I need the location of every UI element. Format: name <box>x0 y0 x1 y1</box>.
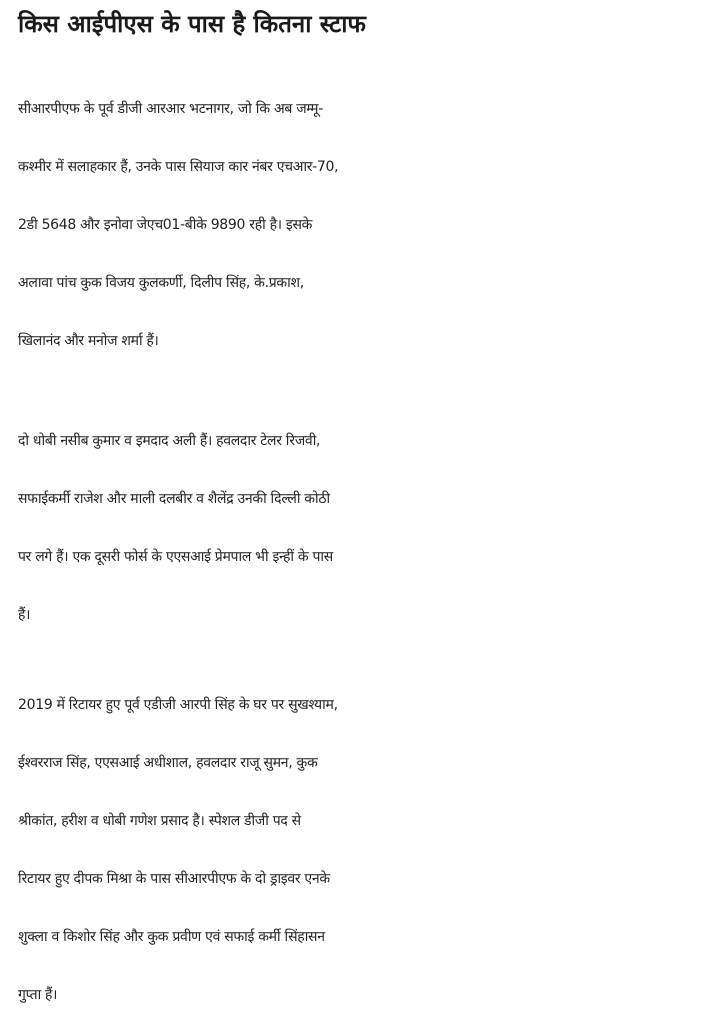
paragraph-line: ईश्वरराज सिंह, एएसआई अधीशाल, हवलदार राजू सुमन, कुक <box>18 755 318 771</box>
paragraph-line: कश्मीर में सलाहकार हैं, उनके पास सियाज कार नंबर एचआर-70, <box>18 159 339 175</box>
paragraph-line: सीआरपीएफ के पूर्व डीजी आरआर भटनागर, जो कि अब जम्मू- <box>18 101 324 117</box>
paragraph-1 <box>18 80 718 370</box>
article-heading: किस आईपीएस के पास है कितना स्टाफ <box>18 10 366 38</box>
paragraph-line: शुक्ला व किशोर सिंह और कुक प्रवीण एवं सफाई कर्मी सिंहासन <box>18 929 325 945</box>
paragraph-line: 2डी 5648 और इनोवा जेएच01-बीके 9890 रही है। इसके <box>18 217 313 233</box>
paragraph-line: 2019 में रिटायर हुए पूर्व एडीजी आरपी सिंह के घर पर सुखश्याम, <box>18 697 338 713</box>
paragraph-2 <box>18 412 718 644</box>
paragraph-line: अलावा पांच कुक विजय कुलकर्णी, दिलीप सिंह, के.प्रकाश, <box>18 275 304 291</box>
paragraph-line: सफाईकर्मी राजेश और माली दलबीर व शैलेंद्र उनकी दिल्ली कोठी <box>18 491 330 507</box>
paragraph-3 <box>18 676 718 1024</box>
paragraph-line: पर लगे हैं। एक दूसरी फोर्स के एएसआई प्रेमपाल भी इन्हीं के पास <box>18 549 333 565</box>
paragraph-line: श्रीकांत, हरीश व धोबी गणेश प्रसाद है। स्पेशल डीजी पद से <box>18 813 301 829</box>
paragraph-line: गुप्ता हैं। <box>18 987 58 1003</box>
paragraph-line: रिटायर हुए दीपक मिश्रा के पास सीआरपीएफ के दो ड्राइवर एनके <box>18 871 330 887</box>
paragraph-line: दो धोबी नसीब कुमार व इमदाद अली हैं। हवलदार टेलर रिजवी, <box>18 433 321 449</box>
paragraph-line: खिलानंद और मनोज शर्मा हैं। <box>18 333 159 349</box>
paragraph-line: हैं। <box>18 607 31 623</box>
